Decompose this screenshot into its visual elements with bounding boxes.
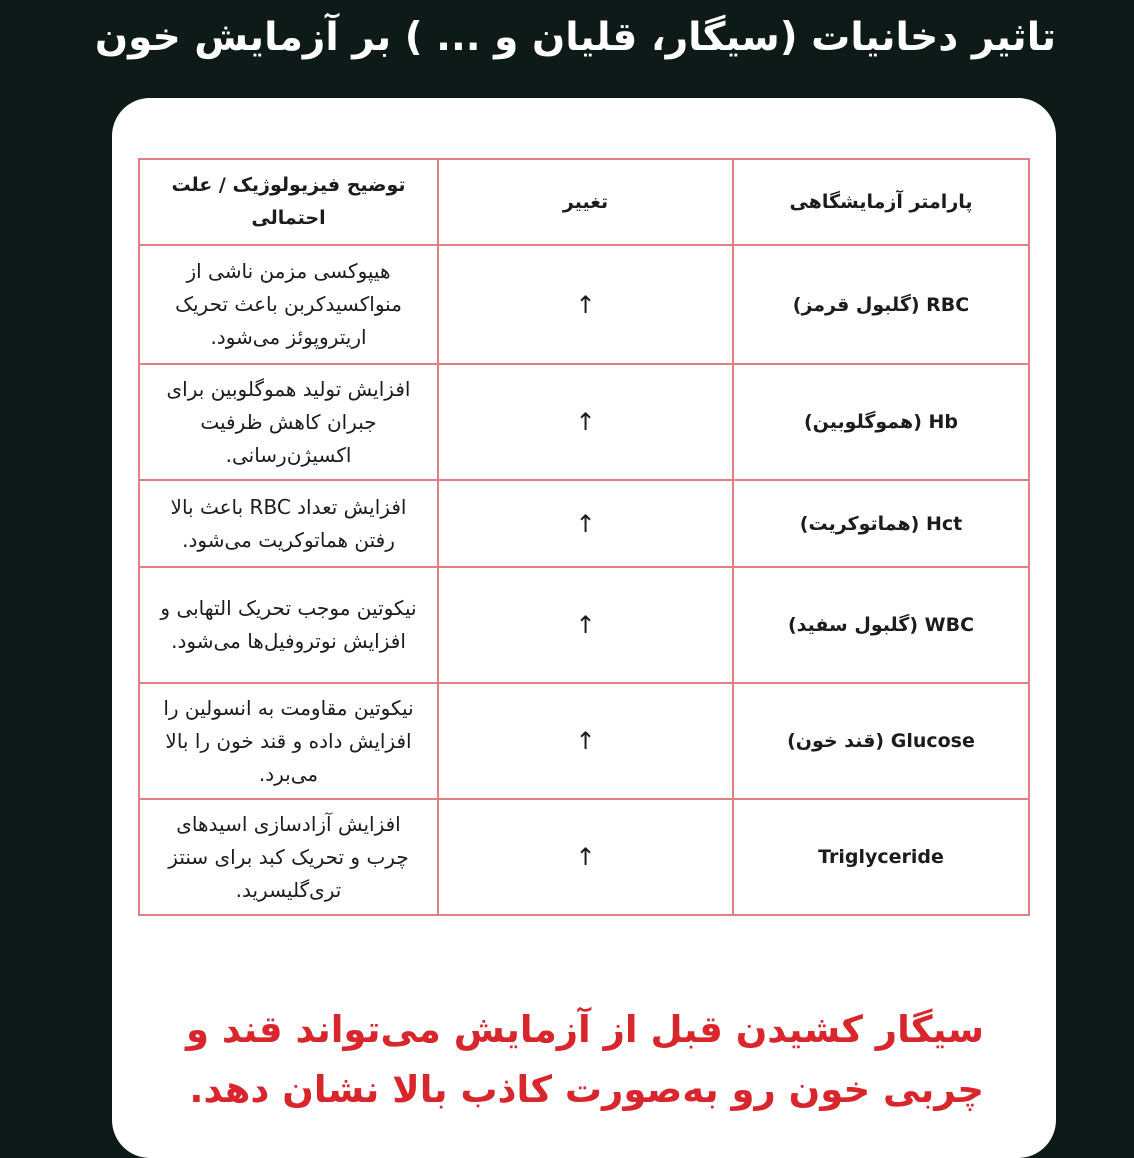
table-row	[139, 683, 1029, 799]
lab-parameters-table	[138, 158, 1030, 916]
table-row	[139, 480, 1029, 567]
row-param: Triglyceride	[733, 799, 1029, 915]
table-row	[139, 364, 1029, 480]
row-desc: افزایش تعداد RBC باعث بالا رفتن هماتوکریت می‌شود.	[139, 480, 438, 567]
header-change: تغییر	[438, 159, 733, 245]
row-desc: افزایش تولید هموگلوبین برای جبران کاهش ظرفیت اکسیژن‌رسانی.	[139, 364, 438, 480]
increase-arrow-icon: ↑	[438, 799, 733, 915]
increase-arrow-icon: ↑	[438, 245, 733, 364]
row-desc: افزایش آزادسازی اسیدهای چرب و تحریک کبد برای سنتز تری‌گلیسرید.	[139, 799, 438, 915]
row-desc: نیکوتین موجب تحریک التهابی و افزایش نوتروفیل‌ها می‌شود.	[139, 567, 438, 683]
row-desc: نیکوتین مقاومت به انسولین را افزایش داده و قند خون را بالا می‌برد.	[139, 683, 438, 799]
table-row	[139, 567, 1029, 683]
row-param: Hct (هماتوکریت)	[733, 480, 1029, 567]
row-param: Hb (هموگلوبین)	[733, 364, 1029, 480]
table-row	[139, 799, 1029, 915]
header-param: پارامتر آزمایشگاهی	[733, 159, 1029, 245]
row-param: RBC (گلبول قرمز)	[733, 245, 1029, 364]
page-title: تاثیر دخانیات (سیگار، قلیان و ... ) بر آزمایش خون	[94, 15, 1056, 60]
increase-arrow-icon: ↑	[438, 683, 733, 799]
header-desc: توضیح فیزیولوژیک / علت احتمالی	[139, 159, 438, 245]
warning-note: سیگار کشیدن قبل از آزمایش می‌تواند قند و چربی خون رو به‌صورت کاذب بالا نشان دهد.	[186, 1008, 984, 1111]
table-header-row	[139, 159, 1029, 245]
table-row	[139, 245, 1029, 364]
increase-arrow-icon: ↑	[438, 480, 733, 567]
increase-arrow-icon: ↑	[438, 364, 733, 480]
row-desc: هیپوکسی مزمن ناشی از منواکسیدکربن باعث تحریک اریتروپوئز می‌شود.	[139, 245, 438, 364]
row-param: WBC (گلبول سفید)	[733, 567, 1029, 683]
row-param: Glucose (قند خون)	[733, 683, 1029, 799]
increase-arrow-icon: ↑	[438, 567, 733, 683]
